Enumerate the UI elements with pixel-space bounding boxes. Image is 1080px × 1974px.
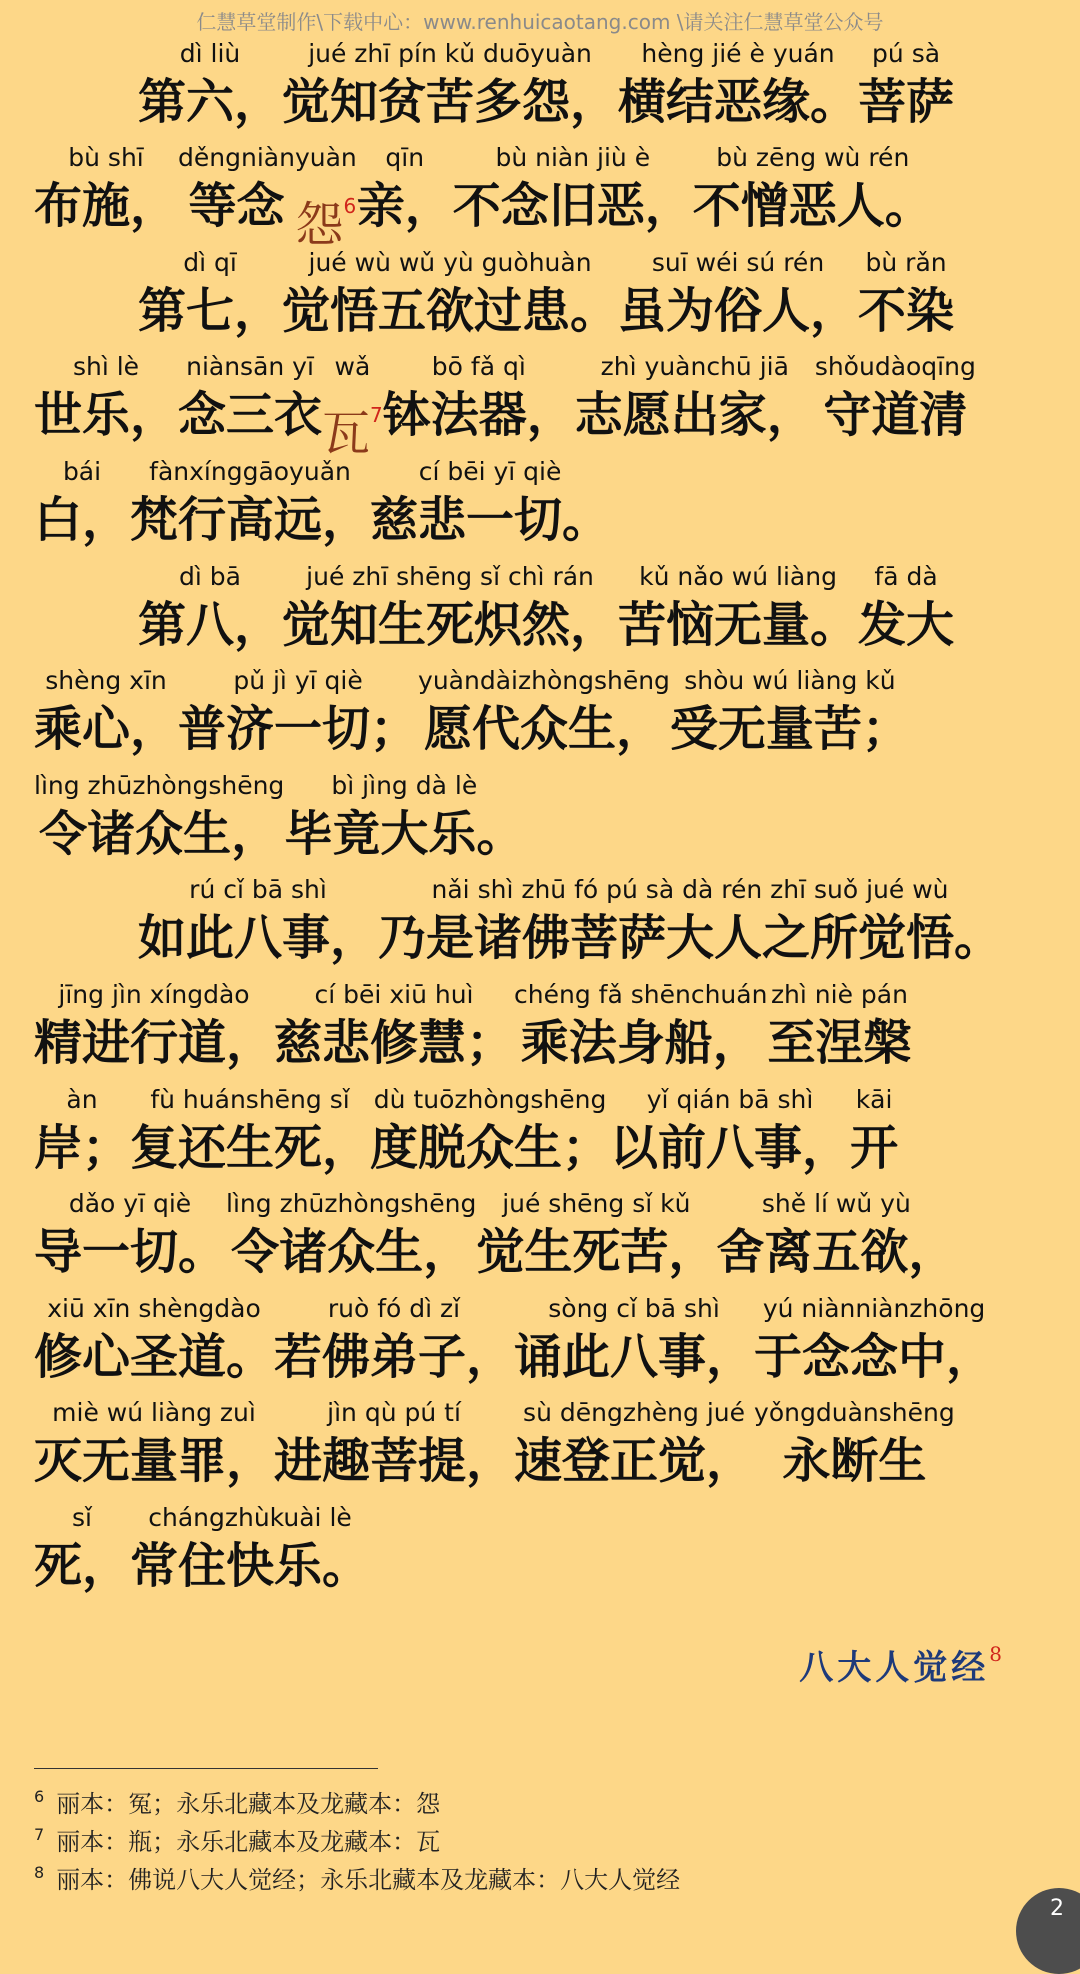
ruby-unit [282,37,618,137]
pinyin: nǎi shì zhū fó pú sà dà rén zhī suǒ jué wù [431,875,949,905]
hanzi-text: 导一切。 [34,1224,227,1281]
pinyin: lìng zhūzhòngshēng [34,770,285,800]
pinyin: kǔ nǎo wú liàng [639,561,837,591]
pinyin: pú sà [872,38,941,68]
footnotes [34,1778,1034,1892]
hanzi [858,71,954,137]
hanzi-text: 愿代众生， [423,701,664,758]
text-line [0,973,1080,1078]
hanzi-text: 修心圣道。 [34,1328,275,1385]
hanzi [34,1430,274,1496]
ruby-unit [453,141,693,241]
hanzi [521,1012,761,1078]
hanzi-text: 于念念中， [754,1328,995,1385]
ruby-unit [370,1083,610,1183]
ruby-unit [130,1501,370,1601]
hanzi-text: 菩萨 [858,73,955,130]
hanzi [178,384,322,450]
ruby-unit [383,350,575,450]
pinyin: jīng jìn xíngdào [58,979,250,1009]
hanzi [618,280,858,346]
pinyin: cí bēi xiū huì [314,979,474,1009]
text-line [0,346,1080,463]
hanzi-text: 世乐， [34,387,179,444]
ruby-unit [754,1292,994,1392]
hanzi [231,1221,471,1287]
hanzi [34,384,178,450]
variant-character: 怨 [295,197,344,254]
ruby-unit [693,141,933,241]
text-line [0,137,1080,254]
text-line [0,1287,1080,1392]
hanzi [378,907,1002,973]
hanzi-text: 钵法器， [382,387,575,444]
hanzi-text: 舍离五欲， [716,1224,957,1281]
hanzi-text: 苦恼无量。 [618,596,859,653]
pinyin: sù dēngzhèng jué [523,1398,746,1428]
ruby-unit [138,873,378,973]
hanzi [282,594,618,660]
hanzi [34,1326,274,1392]
hanzi [850,1117,898,1183]
hanzi [34,175,178,241]
footnote-7 [34,1816,1034,1854]
variant-character: 瓦 [322,406,371,463]
hanzi-text: 觉知生死炽然， [282,596,619,653]
sutra-text [0,32,1080,1601]
hanzi-text: 第八， [138,596,283,653]
pinyin: dù tuōzhòngshēng [373,1084,607,1114]
hanzi-text: 令诸众生， [39,805,280,862]
ruby-unit [294,141,357,254]
ruby-unit [282,560,618,660]
ruby-unit [34,350,178,450]
hanzi [357,175,453,241]
text-line [0,32,1080,137]
ruby-unit [138,560,282,660]
pinyin: shì lè [72,352,140,382]
hanzi-text: 进趣菩提， [274,1433,515,1490]
pinyin: jué wù wǔ yù guòhuàn [308,247,592,277]
pinyin: shě lí wǔ yù [761,1189,911,1219]
hanzi [282,71,618,137]
ruby-unit [34,1083,130,1183]
pinyin: xiū xīn shèngdào [47,1293,261,1323]
ruby-unit [858,37,954,137]
pinyin: jìn qù pú tí [327,1398,461,1428]
text-line [0,1392,1080,1497]
sutra-title: 八大人觉经 [799,1648,990,1688]
pinyin: rú cǐ bā shì [189,875,327,905]
pinyin: dì bā [179,561,241,591]
pinyin: suī wéi sú rén [651,247,825,277]
hanzi [476,1221,716,1287]
ruby-unit [274,1396,514,1496]
ruby-unit [858,246,954,346]
text-line [0,555,1080,660]
pinyin: jué shēng sǐ kǔ [502,1189,691,1219]
hanzi-text: 死， [34,1537,131,1594]
hanzi [383,384,575,450]
hanzi [370,1117,610,1183]
page-number: 2 [1050,1896,1064,1921]
ruby-unit [370,455,610,555]
text-line [0,1078,1080,1183]
ruby-unit [716,1187,956,1287]
hanzi-text: 白， [34,491,131,548]
hanzi-text: 发大 [858,596,955,653]
text-line [0,241,1080,346]
hanzi [514,1326,754,1392]
hanzi [130,1117,370,1183]
ruby-unit [282,246,618,346]
pinyin: dì liù [179,38,241,68]
hanzi-text: 开 [850,1119,899,1176]
hanzi-text: 至涅槃 [767,1014,912,1071]
text-line [0,869,1080,974]
hanzi [610,1117,850,1183]
hanzi-text: 不憎恶人。 [692,178,933,235]
ruby-unit [34,1501,130,1601]
hanzi [823,384,967,450]
hanzi-text: 横结恶缘。 [618,73,859,130]
hanzi-text: 令诸众生， [231,1224,472,1281]
hanzi-text: 复还生死， [130,1119,371,1176]
footnote-number: 8 [34,1863,45,1882]
page-number-badge [1016,1888,1080,1974]
ruby-unit [618,246,858,346]
hanzi [188,175,284,241]
footnote-number: 7 [34,1825,45,1844]
hanzi [782,1430,926,1496]
hanzi [575,384,815,450]
hanzi [34,698,178,764]
hanzi-text: 诵此八事， [514,1328,755,1385]
pinyin: fù huánshēng sǐ [150,1084,350,1114]
hanzi-text: 乃是诸佛菩萨大人之所觉悟。 [378,910,1003,967]
hanzi [282,280,618,346]
pinyin: yuàn [294,143,357,173]
ruby-unit [274,1292,514,1392]
hanzi-text: 乘法身船， [520,1014,761,1071]
hanzi [34,1012,274,1078]
ruby-unit [34,141,178,241]
hanzi-text: 虽为俗人， [618,282,859,339]
footnote-text: 丽本：佛说八大人觉经；永乐北藏本及龙藏本：八大人觉经 [56,1866,681,1894]
ruby-unit [858,560,954,660]
hanzi [274,1430,514,1496]
ruby-unit [34,1292,274,1392]
pinyin: niànsān yī [186,352,314,382]
ruby-unit [34,978,274,1078]
text-line [0,764,1080,869]
footnote-6 [34,1778,1034,1816]
pinyin: sòng cǐ bā shì [548,1293,720,1323]
hanzi-text: 不念旧恶， [452,178,693,235]
hanzi-text: 布施， [34,178,179,235]
hanzi-text: 常住快乐。 [130,1537,371,1594]
hanzi-text: 志愿出家， [574,387,815,444]
ruby-unit [178,664,418,764]
hanzi-text: 乘心， [34,701,179,758]
pinyin: wǎ [334,352,371,382]
text-line [0,1496,1080,1601]
hanzi [670,698,910,764]
pinyin: yǒngduànshēng [754,1398,955,1428]
pinyin: jué zhī pín kǔ duōyuàn [308,38,592,68]
hanzi [424,698,664,764]
pinyin: bì jìng dà lè [331,770,478,800]
footnote-ref: 8 [989,1642,1006,1666]
hanzi-text: 普济一切； [178,701,419,758]
source-header: 仁慧草堂制作\下载中心：www.renhuicaotang.com \请关注仁慧草堂公众号 [196,10,884,34]
hanzi [618,71,858,137]
hanzi [130,489,370,555]
hanzi [754,1326,994,1392]
pinyin: pǔ jì yī qiè [233,666,363,696]
ruby-unit [34,664,178,764]
hanzi-text: 第六， [138,73,283,130]
hanzi-text: 灭无量罪， [34,1433,275,1490]
sutra-title-signature [799,1640,1006,1689]
hanzi-text: 慈悲修慧； [274,1014,515,1071]
ruby-unit [284,769,524,869]
hanzi [34,1535,130,1601]
hanzi [138,280,282,346]
ruby-unit [34,455,130,555]
hanzi-text: 若佛弟子， [274,1328,515,1385]
hanzi [39,803,279,869]
ruby-unit [767,978,911,1078]
hanzi-text: 梵行高远， [130,491,371,548]
footnote-divider [34,1768,378,1769]
ruby-unit [130,455,370,555]
ruby-unit [178,350,322,450]
hanzi [34,489,130,555]
pinyin: děngniàn [178,143,295,173]
pinyin: yú niànniànzhōng [762,1293,986,1323]
footnote-text: 丽本：冤；永乐北藏本及龙藏本：怨 [56,1790,441,1818]
pinyin: chéng fǎ shēnchuán [514,979,768,1009]
hanzi-text: 第七， [138,282,283,339]
hanzi-text: 守道清 [823,387,968,444]
footnote-ref: 6 [343,194,357,219]
text-line [0,660,1080,765]
ruby-unit [476,1187,716,1287]
ruby-unit [575,350,815,450]
ruby-unit [754,1396,955,1496]
hanzi-text: 觉生死苦， [476,1224,717,1281]
hanzi [618,594,858,660]
pinyin: zhì niè pán [770,979,908,1009]
pinyin: bù rǎn [865,247,947,277]
pinyin: shǒudàoqīng [814,352,976,382]
text-line [0,450,1080,555]
hanzi-text: 不染 [858,282,955,339]
hanzi [858,280,954,346]
ruby-unit [130,1083,370,1183]
hanzi-text: 觉知贫苦多怨， [282,73,619,130]
hanzi [34,1117,130,1183]
pinyin: dì qī [183,247,237,277]
hanzi-text: 等念 [188,178,285,235]
hanzi [274,1012,514,1078]
pinyin: miè wú liàng zuì [52,1398,256,1428]
hanzi-text: 觉悟五欲过患。 [282,282,619,339]
hanzi-text: 念三衣 [178,387,323,444]
pinyin: chángzhùkuài lè [148,1502,352,1532]
pinyin: yuàndàizhòngshēng [418,666,670,696]
hanzi-text: 受无量苦； [669,701,910,758]
pinyin: àn [66,1084,98,1114]
pinyin: kāi [855,1084,893,1114]
ruby-unit [815,350,976,450]
ruby-unit [34,769,284,869]
hanzi [178,698,418,764]
hanzi [274,1326,514,1392]
ruby-unit [178,141,295,241]
ruby-unit [514,978,767,1078]
pinyin: bù niàn jiù è [495,143,651,173]
hanzi-text: 亲， [356,178,453,235]
ruby-unit [138,246,282,346]
ruby-unit [274,978,514,1078]
hanzi [34,1221,226,1287]
pinyin: cí bēi yī qiè [418,456,562,486]
hanzi [858,594,954,660]
pinyin: bù shī [68,143,144,173]
ruby-unit [618,37,858,137]
pinyin: yǐ qián bā shì [646,1084,814,1114]
hanzi [322,384,383,463]
pinyin: dǎo yī qiè [68,1189,192,1219]
pinyin: bái [62,456,102,486]
ruby-unit [226,1187,476,1287]
pinyin: fànxínggāoyuǎn [149,456,351,486]
hanzi-text: 慈悲一切。 [370,491,611,548]
ruby-unit [322,350,383,463]
hanzi [138,71,282,137]
footnote-text: 丽本：瓶；永乐北藏本及龙藏本：瓦 [56,1828,441,1856]
hanzi-text: 精进行道， [34,1014,275,1071]
ruby-unit [418,664,670,764]
hanzi-text: 度脱众生； [370,1119,611,1176]
hanzi-text: 毕竟大乐。 [284,805,525,862]
hanzi-text: 永断生 [782,1433,927,1490]
hanzi-text: 速登正觉， [514,1433,755,1490]
pinyin: jué zhī shēng sǐ chì rán [306,561,594,591]
ruby-unit [138,37,282,137]
ruby-unit [34,1396,274,1496]
hanzi [295,175,357,254]
ruby-unit [514,1292,754,1392]
pinyin: sǐ [72,1502,92,1532]
ruby-unit [378,873,1002,973]
hanzi [138,594,282,660]
footnote-number: 6 [34,1787,45,1806]
hanzi [453,175,693,241]
ruby-unit [670,664,910,764]
hanzi-text: 岸； [34,1119,131,1176]
pinyin: fā dà [874,561,938,591]
pinyin: bù zēng wù rén [716,143,910,173]
pinyin: shèng xīn [45,666,167,696]
hanzi [514,1430,754,1496]
ruby-unit [514,1396,754,1496]
hanzi-text: 以前八事， [610,1119,851,1176]
pinyin: ruò fó dì zǐ [327,1293,461,1323]
footnote-8 [34,1854,1034,1892]
ruby-unit [34,1187,226,1287]
pinyin: qīn [385,143,425,173]
pinyin: shòu wú liàng kǔ [684,666,896,696]
pinyin: lìng zhūzhòngshēng [226,1189,477,1219]
hanzi [716,1221,956,1287]
ruby-unit [610,1083,850,1183]
hanzi-text: 如此八事， [138,910,379,967]
text-line [0,1183,1080,1288]
pinyin: hèng jié è yuán [641,38,835,68]
hanzi [138,907,378,973]
pinyin: zhì yuànchū jiā [600,352,789,382]
hanzi [284,803,524,869]
footnote-ref: 7 [370,403,383,428]
pinyin: bō fǎ qì [431,352,526,382]
ruby-unit [850,1083,898,1183]
hanzi [370,489,610,555]
ruby-unit [618,560,858,660]
hanzi [767,1012,911,1078]
hanzi [693,175,933,241]
hanzi [130,1535,370,1601]
ruby-unit [357,141,453,241]
